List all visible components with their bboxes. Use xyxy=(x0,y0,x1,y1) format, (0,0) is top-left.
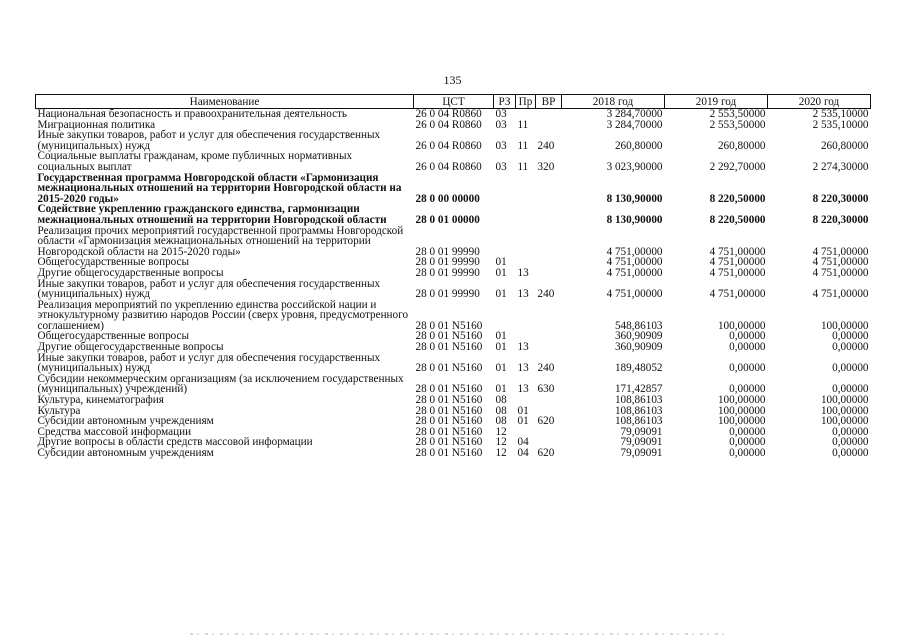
row-2020-cell: 4 751,00000 xyxy=(812,288,869,301)
row-2019-cell: 0,00000 xyxy=(729,436,766,449)
row-pr-cell xyxy=(516,300,536,332)
row-2019-cell: 2 553,50000 xyxy=(709,118,766,131)
row-2020-cell: 2 535,10000 xyxy=(812,118,869,131)
row-name-cell: Национальная безопасность и правоохранительная деятельность xyxy=(37,108,348,120)
row-cst-cell: 28 0 01 N5160 xyxy=(415,415,483,428)
row-2018-cell: 360,90909 xyxy=(614,341,663,354)
row-2019-cell: 0,00000 xyxy=(729,447,766,459)
row-name-cell: Иные закупки товаров, работ и услуг для обеспечения государственных (муниципальных) нужд xyxy=(37,351,381,375)
row-2020-cell: 8 220,30000 xyxy=(812,192,869,205)
row-2020-cell: 2 274,30000 xyxy=(812,160,869,173)
row-rz-cell: 08 xyxy=(495,404,507,417)
row-2018-cell: 8 130,90000 xyxy=(606,213,663,226)
budget-table xyxy=(35,94,871,459)
row-2018-cell: 79,09091 xyxy=(620,425,663,438)
row-vr-cell: 240 xyxy=(537,362,555,375)
row-name-cell: Другие общегосударственные вопросы xyxy=(37,341,224,354)
row-2020-cell: 100,00000 xyxy=(820,404,869,417)
row-pr-cell: 04 xyxy=(517,436,529,449)
row-name-cell: Миграционная политика xyxy=(37,118,156,131)
row-pr-cell xyxy=(516,173,536,205)
table-row xyxy=(36,279,871,300)
row-2019-cell: 0,00000 xyxy=(729,341,766,354)
row-vr-cell: 320 xyxy=(537,160,555,173)
row-2018-cell: 4 751,00000 xyxy=(606,266,663,279)
row-2019-cell: 0,00000 xyxy=(729,383,766,396)
row-pr-cell: 13 xyxy=(517,341,529,354)
row-vr-cell xyxy=(536,342,562,353)
row-2020-cell: 100,00000 xyxy=(820,394,869,407)
row-2018-cell: 108,86103 xyxy=(614,415,663,428)
row-rz-cell: 12 xyxy=(495,425,507,438)
row-2020-cell: 0,00000 xyxy=(832,447,869,459)
row-rz-cell: 08 xyxy=(495,415,507,428)
row-rz-cell: 03 xyxy=(495,118,507,131)
row-pr-cell: 13 xyxy=(517,266,529,279)
row-rz-cell: 12 xyxy=(495,447,507,459)
table-row xyxy=(36,109,871,120)
row-vr-cell: 620 xyxy=(537,415,555,428)
table-row xyxy=(36,448,871,459)
row-cst-cell: 28 0 01 N5160 xyxy=(415,404,483,417)
header-rz: РЗ xyxy=(494,95,516,109)
row-cst-cell: 28 0 01 N5160 xyxy=(415,425,483,438)
scan-artifact-line xyxy=(190,633,730,635)
row-2019-cell: 4 751,00000 xyxy=(709,288,766,301)
row-2019-cell: 8 220,50000 xyxy=(709,213,766,226)
row-cst-cell: 28 0 01 N5160 xyxy=(415,447,483,459)
row-2018-cell: 260,80000 xyxy=(614,139,663,152)
row-2018-cell: 3 284,70000 xyxy=(606,118,663,131)
table-row xyxy=(36,300,871,332)
row-pr-cell: 01 xyxy=(517,415,529,428)
row-rz-cell: 08 xyxy=(495,394,507,407)
row-2020-cell: 100,00000 xyxy=(820,319,869,332)
row-vr-cell xyxy=(536,204,562,225)
row-2018-cell: 171,42857 xyxy=(614,383,663,396)
row-vr-cell xyxy=(536,300,562,332)
row-2019-cell: 2 553,50000 xyxy=(709,108,766,120)
row-cst-cell: 28 0 01 99990 xyxy=(415,256,480,269)
row-cst-cell: 28 0 01 N5160 xyxy=(415,330,483,343)
row-2018-cell: 4 751,00000 xyxy=(606,288,663,301)
row-2018-cell: 79,09091 xyxy=(620,436,663,449)
row-2018-cell: 4 751,00000 xyxy=(606,256,663,269)
row-name-cell: Субсидии автономным учреждениям xyxy=(37,415,214,428)
row-2019-cell: 8 220,50000 xyxy=(709,192,766,205)
row-2019-cell: 0,00000 xyxy=(729,330,766,343)
row-vr-cell xyxy=(536,427,562,438)
row-2019-cell: 100,00000 xyxy=(717,394,766,407)
row-name-cell: Общегосударственные вопросы xyxy=(37,256,190,269)
row-2019-cell: 100,00000 xyxy=(717,415,766,428)
header-vr: ВР xyxy=(536,95,562,109)
header-cst: ЦСТ xyxy=(414,95,494,109)
row-name-cell: Иные закупки товаров, работ и услуг для обеспечения государственных (муниципальных) нужд xyxy=(37,129,381,152)
header-2018: 2018 год xyxy=(562,95,665,109)
page-number: 135 xyxy=(443,73,462,87)
row-cst-cell: 28 0 01 N5160 xyxy=(415,383,483,396)
header-2019: 2019 год xyxy=(665,95,768,109)
row-pr-cell: 11 xyxy=(517,139,529,152)
row-2020-cell: 8 220,30000 xyxy=(812,213,869,226)
row-cst-cell: 28 0 00 00000 xyxy=(415,192,480,205)
row-2019-cell: 0,00000 xyxy=(729,362,766,375)
row-2018-cell: 8 130,90000 xyxy=(606,192,663,205)
row-rz-cell: 03 xyxy=(495,160,507,173)
row-pr-cell: 13 xyxy=(517,383,529,396)
header-2020: 2020 год xyxy=(768,95,871,109)
table-row xyxy=(36,173,871,205)
row-2019-cell: 260,80000 xyxy=(717,139,766,152)
table-body xyxy=(36,109,871,459)
row-vr-cell: 240 xyxy=(537,288,555,301)
row-vr-cell: 630 xyxy=(537,383,555,396)
table-row xyxy=(36,151,871,172)
row-2020-cell: 0,00000 xyxy=(832,436,869,449)
row-2019-cell: 100,00000 xyxy=(717,319,766,332)
row-2018-cell: 3 284,70000 xyxy=(606,108,663,120)
row-2018-cell: 4 751,00000 xyxy=(606,245,663,258)
row-pr-cell: 13 xyxy=(517,288,529,301)
row-vr-cell xyxy=(536,226,562,258)
row-pr-cell: 01 xyxy=(517,404,529,417)
row-rz-cell xyxy=(494,173,516,205)
row-2020-cell: 0,00000 xyxy=(832,341,869,354)
row-name-cell: Реализация мероприятий по укреплению единства российской нации и этнокультурному развитию народов России (сверх уровня, предусмотренного соглашением) xyxy=(37,298,409,332)
row-rz-cell: 03 xyxy=(495,108,507,120)
row-rz-cell: 01 xyxy=(495,266,507,279)
row-2020-cell: 2 535,10000 xyxy=(812,108,869,120)
row-name-cell: Иные закупки товаров, работ и услуг для обеспечения государственных (муниципальных) нужд xyxy=(37,277,381,301)
row-cst-cell: 26 0 04 R0860 xyxy=(415,139,482,152)
row-rz-cell xyxy=(494,226,516,258)
row-2020-cell: 0,00000 xyxy=(832,362,869,375)
row-rz-cell: 01 xyxy=(495,288,507,301)
row-cst-cell: 26 0 04 R0860 xyxy=(415,108,482,120)
row-name-cell: Средства массовой информации xyxy=(37,425,192,438)
header-name: Наименование xyxy=(36,95,414,109)
row-vr-cell xyxy=(536,331,562,342)
row-pr-cell: 04 xyxy=(517,447,529,459)
row-cst-cell: 28 0 01 N5160 xyxy=(415,436,483,449)
row-name-cell: Социальные выплаты гражданам, кроме публичных нормативных социальных выплат xyxy=(37,150,353,173)
row-2018-cell: 189,48052 xyxy=(614,362,663,375)
table-row xyxy=(36,374,871,395)
row-vr-cell xyxy=(536,257,562,268)
row-rz-cell: 01 xyxy=(495,256,507,269)
row-2020-cell: 260,80000 xyxy=(820,139,869,152)
row-rz-cell: 01 xyxy=(495,383,507,396)
row-2020-cell: 4 751,00000 xyxy=(812,266,869,279)
row-name-cell: Реализация прочих мероприятий государственной программы Новгородской области «Гармонизация межнациональных отношений на территории Новгородской области на 2015-2020 годы» xyxy=(37,224,404,258)
row-pr-cell xyxy=(516,204,536,225)
row-cst-cell: 28 0 01 N5160 xyxy=(415,341,483,354)
row-cst-cell: 28 0 01 N5160 xyxy=(415,394,483,407)
row-pr-cell xyxy=(516,109,536,120)
row-2020-cell: 0,00000 xyxy=(832,330,869,343)
row-name-cell: Культура, кинематография xyxy=(37,394,164,407)
row-2018-cell: 108,86103 xyxy=(614,394,663,407)
row-2019-cell: 0,00000 xyxy=(729,425,766,438)
row-2019-cell: 2 292,70000 xyxy=(709,160,766,173)
row-cst-cell: 26 0 04 R0860 xyxy=(415,118,482,131)
row-name-cell: Государственная программа Новгородской области «Гармонизация межнациональных отношений на территории Новгородской области на 2015-2020 годы» xyxy=(37,171,402,205)
row-rz-cell: 12 xyxy=(495,436,507,449)
row-2018-cell: 548,86103 xyxy=(614,319,663,332)
table-row xyxy=(36,226,871,258)
header-pr: Пр xyxy=(516,95,536,109)
row-2020-cell: 100,00000 xyxy=(820,415,869,428)
row-name-cell: Другие общегосударственные вопросы xyxy=(37,266,224,279)
row-vr-cell: 240 xyxy=(537,139,555,152)
row-vr-cell xyxy=(536,173,562,205)
row-cst-cell: 28 0 01 99990 xyxy=(415,266,480,279)
row-cst-cell: 28 0 01 N5160 xyxy=(415,362,483,375)
row-2018-cell: 108,86103 xyxy=(614,404,663,417)
row-rz-cell: 03 xyxy=(495,139,507,152)
row-name-cell: Содействие укреплению гражданского единства, гармонизации межнациональных отношений на территории Новгородской области xyxy=(37,203,387,226)
row-cst-cell: 28 0 01 00000 xyxy=(415,213,480,226)
row-2019-cell: 4 751,00000 xyxy=(709,266,766,279)
row-2018-cell: 360,90909 xyxy=(614,330,663,343)
row-name-cell: Общегосударственные вопросы xyxy=(37,330,190,343)
row-2020-cell: 0,00000 xyxy=(832,425,869,438)
row-2020-cell: 4 751,00000 xyxy=(812,256,869,269)
row-rz-cell: 01 xyxy=(495,362,507,375)
row-vr-cell xyxy=(536,395,562,406)
row-2018-cell: 79,09091 xyxy=(620,447,663,459)
row-rz-cell: 01 xyxy=(495,341,507,354)
row-name-cell: Субсидии некоммерческим организациям (за исключением государственных (муниципальных) учреждений) xyxy=(37,372,404,396)
table-row xyxy=(36,130,871,151)
row-pr-cell: 11 xyxy=(517,160,529,173)
row-rz-cell xyxy=(494,300,516,332)
row-2019-cell: 4 751,00000 xyxy=(709,256,766,269)
row-vr-cell xyxy=(536,268,562,279)
row-name-cell: Другие вопросы в области средств массовой информации xyxy=(37,436,313,449)
row-cst-cell: 28 0 01 99990 xyxy=(415,288,480,301)
row-cst-cell: 28 0 01 N5160 xyxy=(415,319,483,332)
row-vr-cell xyxy=(536,109,562,120)
row-pr-cell xyxy=(516,226,536,258)
row-rz-cell xyxy=(494,204,516,225)
row-2019-cell: 100,00000 xyxy=(717,404,766,417)
row-2020-cell: 4 751,00000 xyxy=(812,245,869,258)
table-header xyxy=(36,95,871,109)
table-row xyxy=(36,204,871,225)
row-name-cell: Культура xyxy=(37,404,81,417)
row-rz-cell: 01 xyxy=(495,330,507,343)
row-2020-cell: 0,00000 xyxy=(832,383,869,396)
row-2018-cell: 3 023,90000 xyxy=(606,160,663,173)
row-cst-cell: 28 0 01 99990 xyxy=(415,245,480,258)
table-row xyxy=(36,268,871,279)
row-2019-cell: 4 751,00000 xyxy=(709,245,766,258)
table-row xyxy=(36,353,871,374)
row-vr-cell xyxy=(536,120,562,131)
row-cst-cell: 26 0 04 R0860 xyxy=(415,160,482,173)
row-vr-cell: 620 xyxy=(537,447,555,459)
row-pr-cell: 11 xyxy=(517,118,529,131)
row-name-cell: Субсидии автономным учреждениям xyxy=(37,447,214,459)
row-pr-cell: 13 xyxy=(517,362,529,375)
